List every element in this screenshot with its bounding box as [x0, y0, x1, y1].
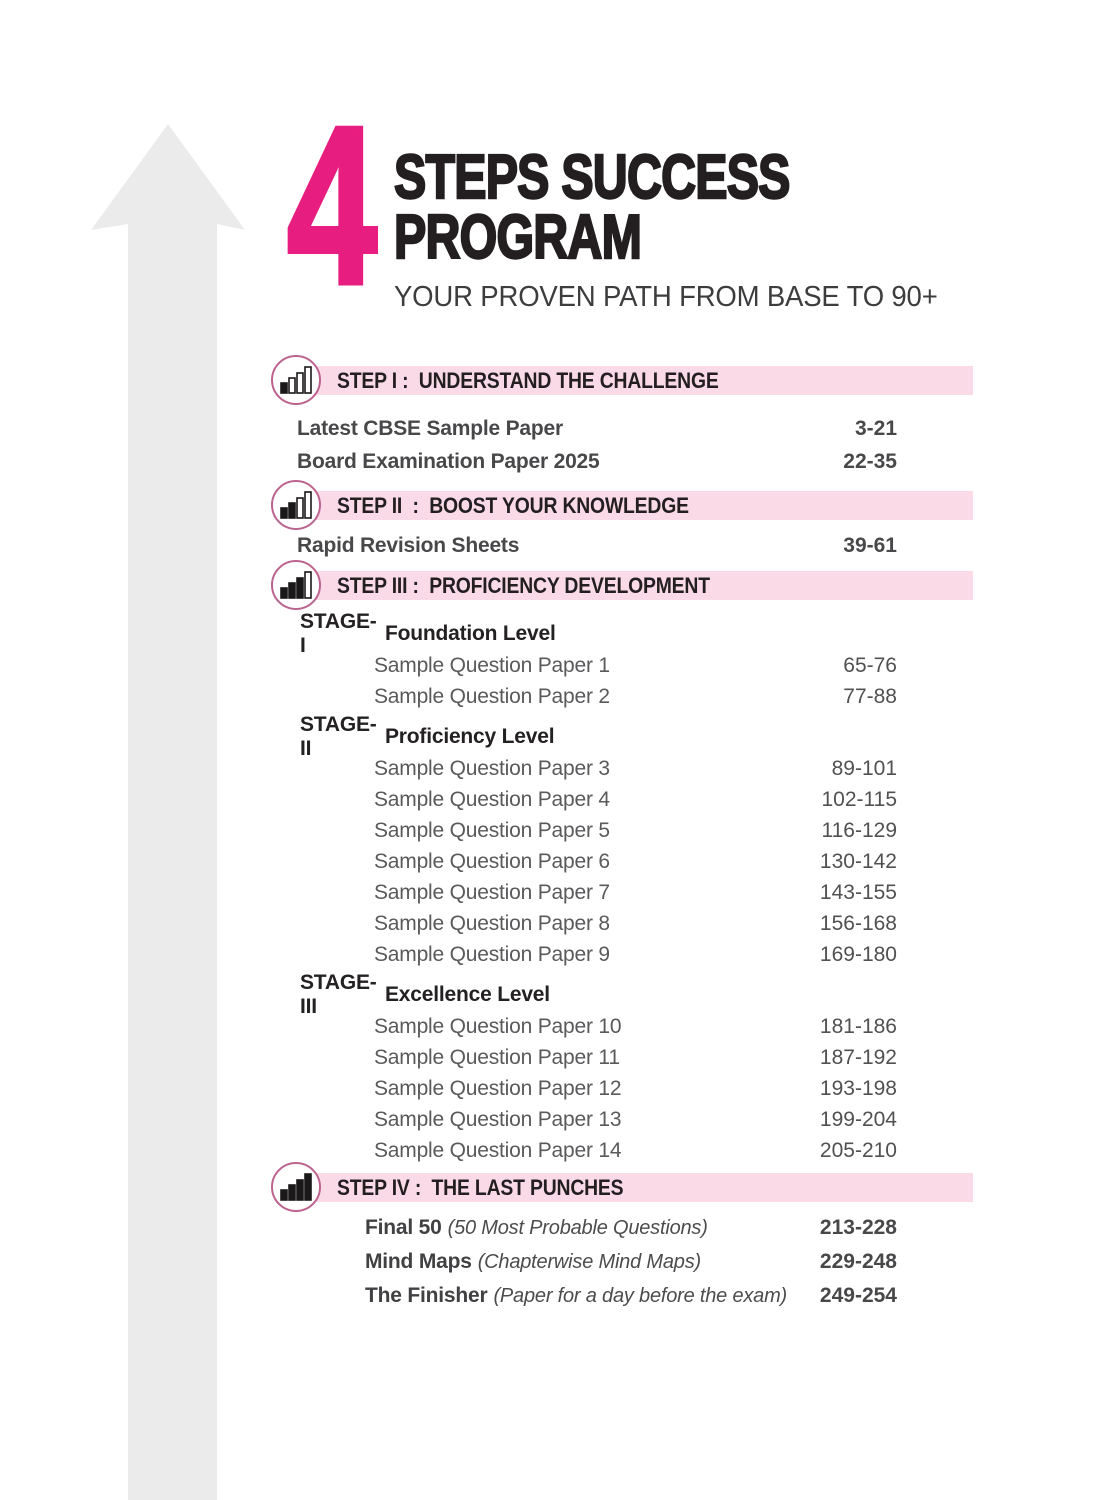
stage-rows [0, 650, 1100, 712]
signal-bars-3-of-4-icon [271, 560, 321, 610]
toc-entry-pages: 143-155 [819, 880, 897, 904]
toc-entry-pages: 229-248 [819, 1250, 897, 1273]
toc-entry-pages: 169-180 [819, 942, 897, 966]
toc-row [297, 412, 897, 445]
toc-entry-pages: 22-35 [843, 449, 897, 473]
stage-numeral: STAGE I - [300, 609, 377, 657]
stage-dash: - [369, 712, 377, 736]
toc-entry-pages: 89-101 [831, 756, 897, 780]
toc-row [374, 939, 897, 970]
step-title: STEP III : PROFICIENCY DEVELOPMENT [337, 572, 710, 598]
toc-row [374, 1073, 897, 1104]
step-section [0, 1173, 1100, 1313]
toc-row [374, 1104, 897, 1135]
toc-entry-title: Latest CBSE Sample Paper [297, 416, 563, 440]
stage-group [0, 970, 1100, 1166]
step-section [0, 366, 1100, 478]
toc-entry-title: Sample Question Paper 7 [374, 880, 610, 904]
toc-row [374, 681, 897, 712]
toc-entry-title: Sample Question Paper 8 [374, 911, 610, 935]
big-number-4: 4 [287, 79, 375, 331]
toc-row [374, 784, 897, 815]
toc-row [365, 1211, 897, 1245]
toc-row [374, 753, 897, 784]
toc-entry-title: Sample Question Paper 10 [374, 1014, 622, 1038]
toc-entry-pages: 77-88 [843, 684, 897, 708]
toc-entry-pages: 199-204 [819, 1107, 897, 1131]
step-items [0, 412, 1100, 478]
signal-bars-4-of-4-icon [271, 1162, 321, 1212]
stage-name: Excellence Level [385, 982, 550, 1006]
step-section [0, 571, 1100, 1166]
toc-entry-title: Sample Question Paper 3 [374, 756, 610, 780]
toc-entry-title: Mind Maps (Chapterwise Mind Maps) [365, 1250, 701, 1273]
page-subtitle: YOUR PROVEN PATH FROM BASE TO 90+ [394, 281, 938, 313]
toc-entry-title: Sample Question Paper 13 [374, 1107, 622, 1131]
toc-entry-pages: 249-254 [819, 1284, 897, 1307]
stage-numeral: STAGE III - [300, 970, 377, 1018]
toc-row [374, 877, 897, 908]
toc-row [374, 1135, 897, 1166]
toc-entry-title: Board Examination Paper 2025 [297, 449, 600, 473]
toc-row [297, 529, 897, 562]
toc-entry-title: Sample Question Paper 6 [374, 849, 610, 873]
toc-entry-title: Sample Question Paper 5 [374, 818, 610, 842]
toc-row [297, 445, 897, 478]
toc-row [374, 846, 897, 877]
stage-name: Foundation Level [385, 621, 556, 645]
stage-group [0, 609, 1100, 712]
toc-entry-title: Sample Question Paper 14 [374, 1138, 622, 1162]
toc-entry-note: (Paper for a day before the exam) [493, 1285, 788, 1307]
toc-entry-title: Final 50 (50 Most Probable Questions) [365, 1216, 708, 1239]
toc-row [365, 1279, 897, 1313]
toc-entry-pages: 116-129 [821, 818, 897, 842]
toc-entry-pages: 39-61 [843, 533, 897, 557]
title-line-2: PROGRAM [394, 203, 642, 272]
stage-dash: - [369, 609, 377, 633]
stage-heading [300, 712, 1100, 760]
toc-entry-title: Sample Question Paper 4 [374, 787, 610, 811]
step-title: STEP II : BOOST YOUR KNOWLEDGE [337, 492, 689, 518]
toc-entry-title: Sample Question Paper 11 [374, 1045, 620, 1069]
signal-bars-2-of-4-icon [271, 480, 321, 530]
title-line-1: STEPS SUCCESS [394, 143, 790, 212]
toc-entry-pages: 205-210 [819, 1138, 897, 1162]
toc-row [365, 1245, 897, 1279]
step-items [0, 609, 1100, 1166]
toc-row [374, 1011, 897, 1042]
toc-entry-title: Rapid Revision Sheets [297, 533, 520, 557]
step-header-band [295, 1173, 973, 1202]
stage-rows [0, 753, 1100, 970]
toc-entry-pages: 102-115 [821, 787, 897, 811]
step-header-band [295, 366, 973, 395]
toc-entry-title: Sample Question Paper 12 [374, 1076, 622, 1100]
step-section [0, 491, 1100, 562]
stage-rows [0, 1011, 1100, 1166]
toc-entry-title: Sample Question Paper 9 [374, 942, 610, 966]
step-header-band [295, 571, 973, 600]
stage-name: Proficiency Level [385, 724, 555, 748]
stage-dash: - [369, 970, 377, 994]
toc-row [374, 650, 897, 681]
toc-entry-pages: 156-168 [819, 911, 897, 935]
toc-row [374, 815, 897, 846]
signal-bars-1-of-4-icon [271, 355, 321, 405]
stage-heading [300, 609, 1100, 657]
stage-numeral: STAGE II - [300, 712, 377, 760]
step-header-band [295, 491, 973, 520]
toc-entry-pages: 65-76 [843, 653, 897, 677]
step-items [0, 1211, 1100, 1313]
toc-entry-note: (50 Most Probable Questions) [447, 1217, 708, 1239]
toc-entry-pages: 193-198 [819, 1076, 897, 1100]
toc-entry-title: Sample Question Paper 2 [374, 684, 610, 708]
toc-entry-pages: 213-228 [819, 1216, 897, 1239]
step-items [0, 529, 1100, 562]
toc-entry-note: (Chapterwise Mind Maps) [477, 1251, 701, 1273]
stage-group [0, 712, 1100, 970]
toc-entry-pages: 3-21 [854, 416, 897, 440]
toc-entry-title: Sample Question Paper 1 [374, 653, 610, 677]
step-title: STEP IV : THE LAST PUNCHES [337, 1174, 624, 1200]
step-title: STEP I : UNDERSTAND THE CHALLENGE [337, 367, 719, 393]
toc-row [374, 1042, 897, 1073]
toc-entry-pages: 187-192 [819, 1045, 897, 1069]
toc-entry-pages: 130-142 [819, 849, 897, 873]
stage-heading [300, 970, 1100, 1018]
toc-row [374, 908, 897, 939]
toc-entry-title: The Finisher (Paper for a day before the exam) [365, 1284, 788, 1307]
toc-entry-pages: 181-186 [819, 1014, 897, 1038]
